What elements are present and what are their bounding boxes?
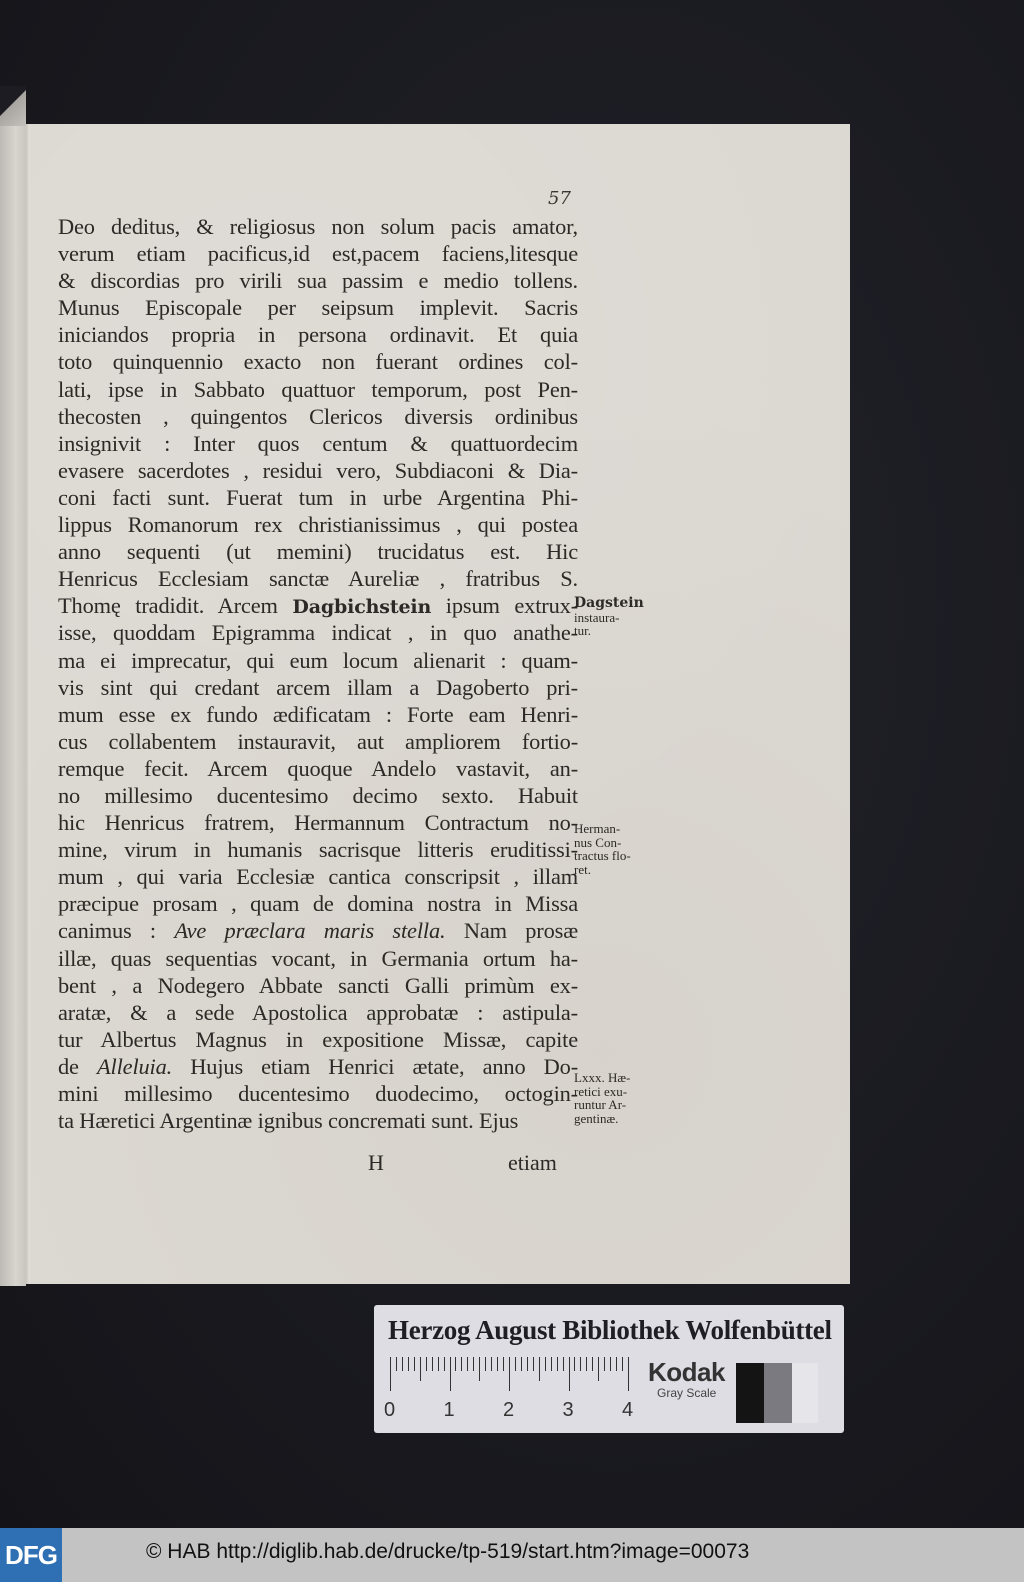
- text-run: tur Albertus Magnus in expositione Missæ, capite: [58, 1026, 578, 1052]
- ruler-tick: [539, 1357, 540, 1381]
- text-run: mum esse ex fundo ædificatam : Forte eam Henri-: [58, 701, 578, 727]
- ruler-tick: [438, 1357, 439, 1371]
- ruler-tick: [509, 1357, 510, 1391]
- text-run: lati, ipse in Sabbato quattuor temporum, post Pen-: [58, 376, 578, 402]
- text-run: ta Hæretici Argentinæ ignibus concremati sunt. Ejus: [58, 1108, 519, 1134]
- text-run: anno sequenti (ut memini) trucidatus est. Hic: [58, 539, 578, 565]
- page-gutter: [26, 124, 30, 1284]
- text-line: [58, 1053, 578, 1080]
- body-text: [58, 213, 578, 1134]
- text-line: [58, 999, 578, 1026]
- text-run: Henricus Ecclesiam sanctæ Aureliæ , fratribus S.: [58, 566, 578, 592]
- ruler-tick: [491, 1357, 492, 1371]
- text-line: [58, 863, 578, 890]
- text-run: Nam prosæ: [445, 918, 578, 944]
- text-run: Munus Episcopale per seipsum implevit. Sacris: [58, 295, 578, 321]
- color-calibration-card: [374, 1305, 844, 1433]
- ruler-tick: [461, 1357, 462, 1371]
- text-line: [58, 484, 578, 511]
- ruler-tick: [503, 1357, 504, 1371]
- text-line: [58, 376, 578, 403]
- ruler-tick: [574, 1357, 575, 1371]
- margin-note-line: nus Con-: [574, 834, 622, 850]
- text-run: Deo deditus, & religiosus non solum pacis amator,: [58, 214, 578, 239]
- text-line: [58, 565, 578, 592]
- margin-note-line: Lxxx. Hæ-: [574, 1070, 631, 1085]
- text-run: Hujus etiam Henrici ætate, anno Do-: [172, 1053, 579, 1079]
- page-number: 57: [548, 188, 571, 209]
- ruler-label: 0: [384, 1399, 396, 1421]
- ruler-tick: [485, 1357, 486, 1371]
- text-run: Thomę tradidit. Arcem: [58, 593, 293, 619]
- text-run: mum , qui varia Ecclesiæ cantica conscripsit , illam: [58, 864, 578, 890]
- ruler-tick: [479, 1357, 480, 1381]
- footer-bar: [0, 1528, 1024, 1582]
- italic-phrase: Alleluia.: [96, 1053, 173, 1079]
- ruler-tick: [473, 1357, 474, 1371]
- ruler-tick: [598, 1357, 599, 1381]
- ruler-tick: [563, 1357, 564, 1371]
- text-run: no millesimo ducentesimo decimo sexto. Habuit: [58, 782, 578, 808]
- text-line: [58, 403, 578, 430]
- text-run: ipsum extrux-: [431, 593, 578, 619]
- scale-ruler: [384, 1357, 634, 1427]
- text-run: mine, virum in humanis sacrisque litteris eruditissi-: [58, 837, 578, 863]
- text-run: mini millesimo ducentesimo duodecimo, octogin-: [58, 1081, 578, 1106]
- text-line: [58, 782, 578, 809]
- ruler-tick: [414, 1357, 415, 1371]
- italic-phrase: Ave præclara maris stella.: [174, 918, 446, 944]
- ruler-tick: [592, 1357, 593, 1371]
- ruler-label: 3: [562, 1399, 574, 1421]
- dfg-logo: DFG: [0, 1528, 62, 1582]
- ruler-tick: [450, 1357, 451, 1391]
- text-line: [58, 321, 578, 348]
- margin-note-line: Herman-: [574, 821, 621, 836]
- text-line: [58, 674, 578, 701]
- ruler-tick: [586, 1357, 587, 1371]
- text-run: cus collabentem instauravit, aut ampliorem fortio-: [58, 728, 578, 754]
- text-run: aratæ, & a sede Apostolica approbatæ : astipula-: [58, 999, 578, 1025]
- text-line: [58, 1026, 578, 1053]
- ruler-tick: [515, 1357, 516, 1371]
- text-run: hic Henricus fratrem, Hermannum Contractum no-: [58, 810, 578, 836]
- text-run: ma ei imprecatur, qui eum locum alienarit : quam-: [58, 647, 578, 673]
- library-name: Herzog August Bibliothek Wolfenbüttel: [388, 1315, 832, 1345]
- margin-note-line: tur.: [574, 623, 591, 638]
- text-run: evasere sacerdotes , residui vero, Subdiaconi & Dia-: [58, 457, 578, 483]
- ruler-tick: [580, 1357, 581, 1371]
- text-line: [58, 213, 578, 240]
- text-run: isse, quoddam Epigramma indicat , in quo anathe-: [58, 620, 578, 646]
- text-run: thecosten , quingentos Clericos diversis ordinibus: [58, 403, 578, 429]
- ruler-tick: [557, 1357, 558, 1371]
- catchword: etiam: [508, 1150, 557, 1175]
- swatch-gray: [764, 1363, 792, 1423]
- ruler-label: 2: [503, 1399, 515, 1421]
- ruler-tick: [420, 1357, 421, 1381]
- ruler-tick: [527, 1357, 528, 1371]
- margin-note-hermannus: [574, 822, 631, 876]
- ruler-tick: [444, 1357, 445, 1371]
- ruler-tick: [390, 1357, 391, 1391]
- text-line: [58, 592, 578, 619]
- ruler-tick: [455, 1357, 456, 1371]
- text-line: [58, 945, 578, 972]
- text-run: remque fecit. Arcem quoque Andelo vastavit, an-: [58, 755, 578, 781]
- signature-mark: H: [368, 1150, 384, 1175]
- text-line: [58, 1107, 578, 1134]
- ruler-tick: [497, 1357, 498, 1371]
- text-line: [58, 294, 578, 321]
- text-line: [58, 972, 578, 999]
- text-line: [58, 267, 578, 294]
- ruler-tick: [426, 1357, 427, 1371]
- kodak-logo: Kodak: [648, 1357, 725, 1387]
- margin-note-line: retici exu-: [574, 1083, 628, 1099]
- margin-note-line: tractus flo-: [574, 848, 631, 863]
- text-run: insignivit : Inter quos centum & quattuordecim: [58, 430, 578, 456]
- copyright-link[interactable]: © HAB http://diglib.hab.de/drucke/tp-519/start.htm?image=00073: [146, 1540, 750, 1563]
- page-corner: [0, 86, 26, 126]
- ruler-tick: [610, 1357, 611, 1371]
- text-run: bent , a Nodegero Abbate sancti Galli primùm ex-: [58, 972, 578, 998]
- text-line: [58, 836, 578, 863]
- margin-note-line: ret.: [574, 861, 591, 877]
- margin-note-line: gentinæ.: [574, 1110, 619, 1126]
- text-line: [58, 457, 578, 484]
- text-line: [58, 1080, 578, 1107]
- text-line: [58, 348, 578, 375]
- ruler-tick: [622, 1357, 623, 1371]
- text-run: præcipue prosam , quam de domina nostra in Missa: [58, 891, 578, 917]
- text-line: [58, 728, 578, 755]
- ruler-tick: [402, 1357, 403, 1371]
- ruler-tick: [432, 1357, 433, 1371]
- text-line: [58, 430, 578, 457]
- text-run: illæ, quas sequentias vocant, in Germania ortum ha-: [58, 945, 578, 971]
- ruler-tick: [396, 1357, 397, 1371]
- swatch-black: [736, 1363, 764, 1423]
- ruler-tick: [545, 1357, 546, 1371]
- gray-scale-label: Gray Scale: [657, 1386, 717, 1400]
- text-run: lippus Romanorum rex christianissimus , qui postea: [58, 512, 578, 538]
- text-line: [58, 538, 578, 565]
- text-line: [58, 511, 578, 538]
- text-run: & discordias pro virili sua passim e medio tollens.: [58, 268, 578, 294]
- text-run: de: [58, 1053, 97, 1079]
- text-line: [58, 647, 578, 674]
- margin-note-line: runtur Ar-: [574, 1097, 627, 1112]
- text-line: [58, 809, 578, 836]
- text-run: vis sint qui credant arcem illam a Dagoberto pri-: [58, 674, 578, 700]
- text-run: iniciandos propria in persona ordinavit. Et quia: [58, 322, 578, 348]
- margin-note-haeretici: [574, 1071, 630, 1125]
- margin-note-line: Dagstein: [574, 595, 644, 611]
- margin-note-line: instaura-: [574, 609, 620, 625]
- text-run: verum etiam pacificus,id est,pacem faciens,litesque: [58, 241, 578, 267]
- ruler-label: 4: [622, 1399, 634, 1421]
- ruler-label: 1: [443, 1399, 455, 1421]
- text-line: [58, 755, 578, 782]
- text-line: [58, 917, 578, 944]
- previous-page-edge: [0, 86, 26, 1286]
- text-line: [58, 619, 578, 646]
- blackletter-word: Dagbichstein: [292, 596, 432, 619]
- ruler-tick: [533, 1357, 534, 1371]
- text-run: canimus :: [58, 918, 175, 944]
- ruler-tick: [616, 1357, 617, 1371]
- ruler-tick: [551, 1357, 552, 1371]
- ruler-tick: [467, 1357, 468, 1371]
- text-run: toto quinquennio exacto non fuerant ordines col-: [58, 349, 578, 375]
- margin-note-dagstein: [574, 597, 644, 638]
- text-line: [58, 890, 578, 917]
- ruler-tick: [521, 1357, 522, 1371]
- ruler-tick: [408, 1357, 409, 1371]
- text-run: coni facti sunt. Fuerat tum in urbe Argentina Phi-: [58, 484, 578, 510]
- text-line: [58, 701, 578, 728]
- ruler-tick: [604, 1357, 605, 1371]
- text-line: [58, 240, 578, 267]
- ruler-tick: [569, 1357, 570, 1391]
- swatch-white: [792, 1363, 818, 1423]
- ruler-tick: [628, 1357, 629, 1391]
